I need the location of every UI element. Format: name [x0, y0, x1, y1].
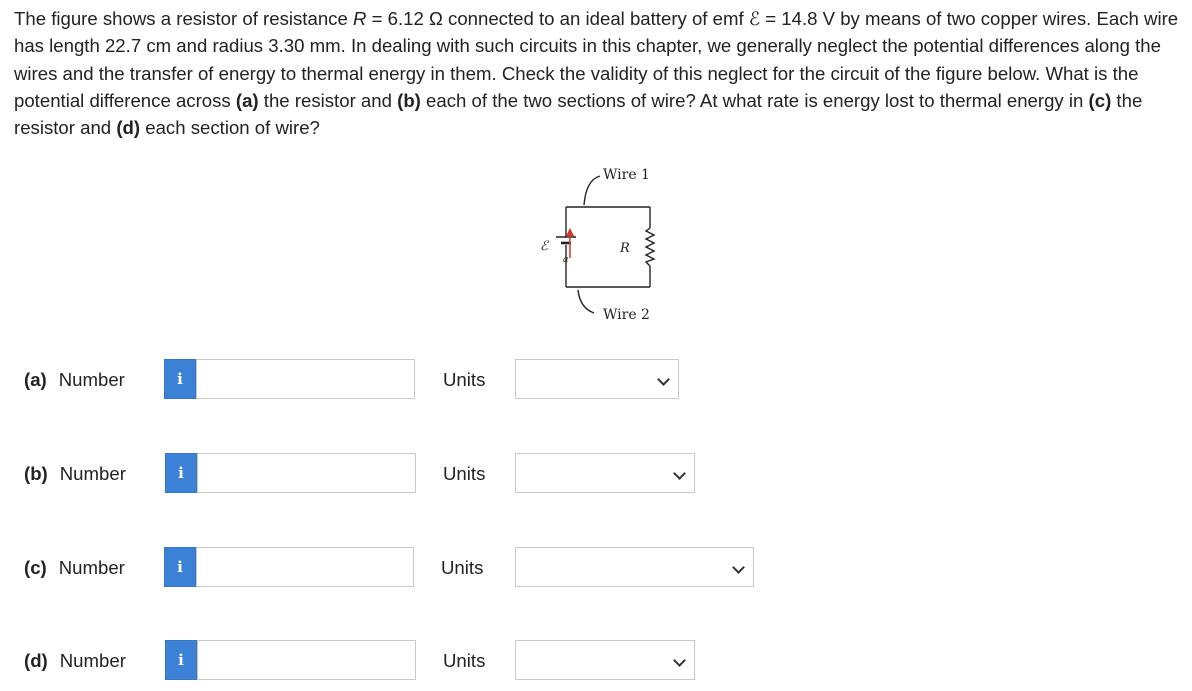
number-input-d[interactable] [197, 640, 416, 680]
units-select-b[interactable] [515, 453, 695, 493]
question-text-part: = 6.12 Ω connected to an ideal battery of emf [366, 8, 749, 29]
number-input-b[interactable] [197, 453, 416, 493]
part-d-tag: (d) [116, 117, 141, 139]
part-letter: (b) [24, 463, 48, 484]
info-icon[interactable]: i [165, 453, 197, 493]
circuit-diagram [500, 158, 700, 333]
answer-row-a [0, 359, 1192, 401]
circuit-figure [500, 158, 700, 333]
info-icon[interactable]: i [164, 359, 196, 399]
battery-icon [556, 237, 576, 243]
answer-row-b [0, 453, 1192, 495]
part-b-tag: (b) [397, 89, 421, 111]
question-text-part: = 14.8 V by means of two copper wires. Each wire has length 22.7 cm and radius 3.30 mm. In dealing with such circuits in this chapter, we generally neglect the potential differences along the wires and the transfer of energy to thermal energy in them. Check the validity of this neglect for the circuit of the figure below. What is the potential difference across [14, 8, 1179, 111]
wire-1-leader [584, 176, 600, 205]
question-text-part: The figure shows a resistor of resistance [14, 8, 353, 29]
part-a-tag: (a) [235, 89, 259, 111]
current-arrow-icon [563, 228, 574, 265]
question-text-part: each of the two sections of wire? At what rate is energy lost to thermal energy in [420, 89, 1089, 111]
answer-row-c [0, 547, 1192, 589]
number-input-c[interactable] [196, 547, 414, 587]
number-label: Number [58, 369, 125, 390]
row-label [24, 557, 125, 579]
chevron-down-icon [732, 561, 745, 574]
units-select-c[interactable] [515, 547, 754, 587]
part-c-tag: (c) [1088, 89, 1112, 111]
answer-row-d [0, 640, 1192, 682]
info-icon[interactable]: i [165, 640, 197, 680]
chevron-down-icon [657, 373, 670, 386]
resistor-label: R [620, 241, 630, 256]
part-letter: (d) [24, 650, 48, 671]
emf-label: ℰ [540, 239, 548, 254]
number-label: Number [58, 557, 125, 578]
svg-text:a: a [563, 255, 569, 265]
wire-2-leader [578, 290, 594, 313]
units-label: Units [443, 369, 486, 390]
units-select-d[interactable] [515, 640, 695, 680]
units-label: Units [443, 650, 486, 671]
units-label: Units [441, 557, 484, 578]
part-letter: (a) [24, 369, 47, 390]
question-text-part: each section of wire? [140, 117, 320, 139]
question-text [14, 5, 1184, 141]
units-select-a[interactable] [515, 359, 679, 399]
question-text-part: the resistor and [14, 89, 1143, 139]
part-letter: (c) [24, 557, 47, 578]
row-label [24, 463, 126, 485]
info-icon[interactable]: i [164, 547, 196, 587]
chevron-down-icon [673, 467, 686, 480]
chevron-down-icon [673, 654, 686, 667]
number-input-a[interactable] [196, 359, 415, 399]
number-label: Number [59, 650, 126, 671]
question-text-part: the resistor and [258, 89, 398, 111]
units-label: Units [443, 463, 486, 484]
wire-2-label: Wire 2 [603, 307, 650, 323]
number-label: Number [59, 463, 126, 484]
row-label [24, 650, 126, 672]
wire-1-label: Wire 1 [603, 167, 650, 183]
resistor-icon [646, 228, 654, 266]
resistance-symbol: R [352, 8, 367, 29]
row-label [24, 369, 125, 391]
emf-symbol: ℰ [748, 8, 761, 29]
